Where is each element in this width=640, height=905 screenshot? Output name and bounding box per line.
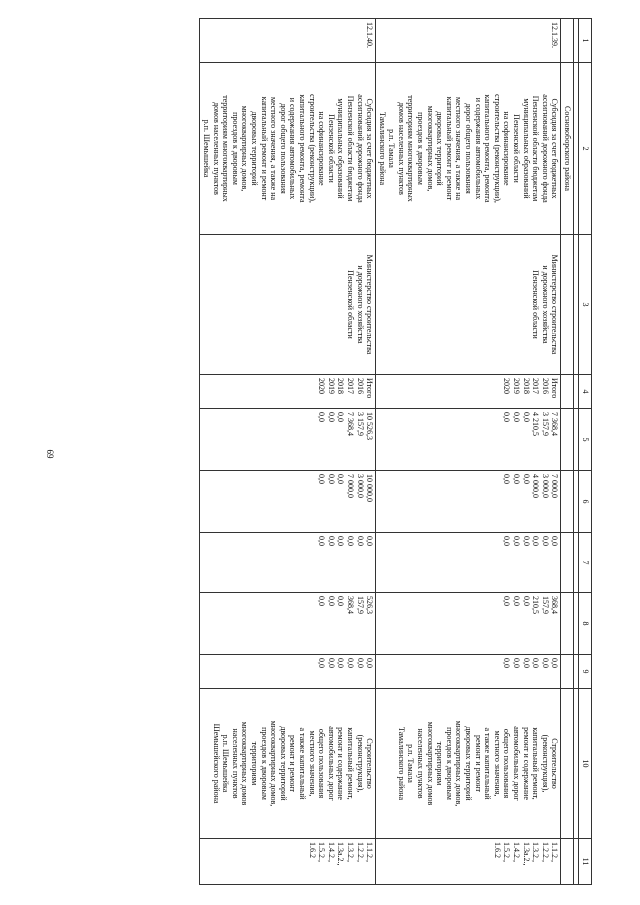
amount-value: 0,0 [521, 536, 531, 546]
indicator-links: 1.1.2., 1.2.2., 1.3.2., 1.3а.2., 1.4.2., 1.5.2., 1.6.2 [376, 839, 561, 885]
amount-value: 0,0 [540, 658, 550, 668]
amount-value: 0,0 [345, 658, 355, 668]
executor: Министерство строительства и дорожного хозяйства Пензенской области [376, 235, 561, 375]
amount-value: 0,0 [512, 658, 522, 668]
measure-number: 12.1.39. [376, 19, 561, 63]
blank-cell [574, 63, 579, 235]
blank-cell [574, 19, 579, 63]
column-number-11: 11 [579, 839, 592, 885]
amount-value: 7 000,0 [550, 474, 560, 498]
amount-value: 0,0 [502, 412, 512, 422]
blank-cell [574, 839, 579, 885]
amount-value: 0,0 [336, 658, 346, 668]
blank-cell [574, 655, 579, 689]
year-value: Итого [365, 378, 375, 399]
blank-row [574, 19, 579, 885]
amount-value: 3 157,9 [540, 412, 550, 436]
cell-col5 [200, 409, 376, 471]
cell-col8 [376, 593, 561, 655]
year-value: 2020 [317, 378, 327, 394]
amount-value: 0,0 [550, 536, 560, 546]
year-value: 2019 [512, 378, 522, 394]
amount-value: 0,0 [326, 536, 336, 546]
amount-value: 0,0 [365, 536, 375, 546]
column-number-10: 10 [579, 689, 592, 839]
amount-value: 0,0 [550, 658, 560, 668]
rotated-table-container [92, 18, 592, 884]
amount-value: 0,0 [540, 536, 550, 546]
year-value: 2017 [531, 378, 541, 394]
column-number-2: 2 [579, 63, 592, 235]
amount-value: 0,0 [317, 596, 327, 606]
amount-value: 0,0 [365, 658, 375, 668]
cell-col9 [376, 655, 561, 689]
amount-value: 0,0 [531, 536, 541, 546]
amount-value: 0,0 [355, 536, 365, 546]
district-row [561, 19, 574, 885]
column-number-9: 9 [579, 655, 592, 689]
blank-cell [574, 235, 579, 375]
amount-value: 0,0 [512, 536, 522, 546]
amount-value: 10 000,0 [365, 474, 375, 502]
amount-value: 4 210,5 [531, 412, 541, 436]
indicator-links: 1.1.2., 1.2.2., 1.3.2., 1.3а.2., 1.4.2., 1.5.2., 1.6.2 [200, 839, 376, 885]
amount-value: 0,0 [521, 412, 531, 422]
cell-col6 [200, 471, 376, 533]
amount-value: 0,0 [512, 474, 522, 484]
table-row [200, 19, 376, 885]
amount-value: 0,0 [336, 536, 346, 546]
amount-value: 210,5 [531, 596, 541, 614]
table-row [376, 19, 561, 885]
amount-value: 0,0 [317, 474, 327, 484]
amount-value: 0,0 [326, 412, 336, 422]
amount-value: 0,0 [502, 658, 512, 668]
amount-value: 0,0 [326, 596, 336, 606]
year-value: 2017 [345, 378, 355, 394]
amount-value: 0,0 [326, 658, 336, 668]
amount-value: 0,0 [355, 658, 365, 668]
amount-value: 0,0 [317, 658, 327, 668]
cell-col6 [376, 471, 561, 533]
column-number-6: 6 [579, 471, 592, 533]
amount-value: 3 157,9 [355, 412, 365, 436]
column-number-4: 4 [579, 375, 592, 409]
blank-cell [574, 689, 579, 839]
district-heading: Сосновоборского района [561, 63, 574, 235]
year-value: 2019 [326, 378, 336, 394]
cell-col7 [200, 533, 376, 593]
amount-value: 0,0 [521, 474, 531, 484]
column-number-3: 3 [579, 235, 592, 375]
cell-years [376, 375, 561, 409]
blank-cell [574, 533, 579, 593]
amount-value: 157,9 [355, 596, 365, 614]
amount-value: 0,0 [345, 536, 355, 546]
amount-value: 3 000,0 [540, 474, 550, 498]
column-number-5: 5 [579, 409, 592, 471]
cell-col5 [376, 409, 561, 471]
year-value: Итого [550, 378, 560, 399]
amount-value: 10 526,3 [365, 412, 375, 440]
year-value: 2018 [336, 378, 346, 394]
program-measures-table [199, 18, 592, 885]
year-value: 2018 [521, 378, 531, 394]
amount-value: 368,4 [550, 596, 560, 614]
amount-value: 0,0 [502, 536, 512, 546]
year-value: 2020 [502, 378, 512, 394]
district-cell-blank [561, 19, 574, 63]
cell-years [200, 375, 376, 409]
amount-value: 3 000,0 [355, 474, 365, 498]
amount-value: 0,0 [502, 474, 512, 484]
column-number-7: 7 [579, 533, 592, 593]
measure-description: Субсидия за счет бюджетных ассигнований дорожного фонда Пензенской области бюджетам муниципальных образований Пензенской области на софинансирование строительства (реконструкции), капитального ремонта, ремонта и содержания автомобильных дорог общего пользования местного значения, а также на капитальный ремонт и ремонт дворовых территорий многоквартирных домов, проездов к дворовым территориям многоквартирных домов населенных пунктов р.п. Тамала Тамалинского района [376, 63, 561, 235]
amount-value: 0,0 [502, 596, 512, 606]
amount-value: 0,0 [336, 596, 346, 606]
amount-value: 0,0 [521, 596, 531, 606]
expected-result: Строительство (реконструкция), капитальный ремонт, ремонт и содержание автомобильных дорог общего пользования местного значения, а также капитальный ремонт и ремонт дворовых территорий многоквартирных домов, проездов к дворовым территориям многоквартирных домов населенных пунктов р.п. Шемышейка Шемышейского района [200, 689, 376, 839]
cell-col8 [200, 593, 376, 655]
column-number-1: 1 [579, 19, 592, 63]
amount-value: 4 000,0 [531, 474, 541, 498]
amount-value: 157,9 [540, 596, 550, 614]
amount-value: 0,0 [317, 536, 327, 546]
amount-value: 7 368,4 [345, 412, 355, 436]
amount-value: 0,0 [317, 412, 327, 422]
amount-value: 526,3 [365, 596, 375, 614]
blank-cell [574, 375, 579, 409]
blank-cell [574, 593, 579, 655]
measure-number: 12.1.40. [200, 19, 376, 63]
blank-cell [574, 409, 579, 471]
executor: Министерство строительства и дорожного хозяйства Пензенской области [200, 235, 376, 375]
amount-value: 0,0 [531, 658, 541, 668]
amount-value: 0,0 [521, 658, 531, 668]
expected-result: Строительство (реконструкция), капитальный ремонт, ремонт и содержание автомобильных дорог общего пользования местного значения, а также капитальный ремонт и ремонт дворовых территорий многоквартирных домов, проездов к дворовым территориям многоквартирных домов населенных пунктов р.п. Тамала Тамалинского района [376, 689, 561, 839]
cell-col7 [376, 533, 561, 593]
amount-value: 7 000,0 [345, 474, 355, 498]
measure-description: Субсидия за счет бюджетных ассигнований дорожного фонда Пензенской области бюджетам муниципальных образований Пензенской области на софинансирование строительства (реконструкции), капитального ремонта, ремонта и содержания автомобильных дорог общего пользования местного значения, а также на капитальный ремонт и ремонт дворовых территорий многоквартирных домов, проездов к дворовым территориям многоквартирных домов населенных пунктов р.п. Шемышейка [200, 63, 376, 235]
column-number-row [579, 19, 592, 885]
amount-value: 0,0 [512, 412, 522, 422]
amount-value: 7 368,4 [550, 412, 560, 436]
page-number: 69 [45, 449, 55, 459]
amount-value: 368,4 [345, 596, 355, 614]
amount-value: 0,0 [512, 596, 522, 606]
column-number-8: 8 [579, 593, 592, 655]
year-value: 2016 [355, 378, 365, 394]
cell-col9 [200, 655, 376, 689]
year-value: 2016 [540, 378, 550, 394]
amount-value: 0,0 [336, 474, 346, 484]
blank-cell [574, 471, 579, 533]
amount-value: 0,0 [326, 474, 336, 484]
amount-value: 0,0 [336, 412, 346, 422]
